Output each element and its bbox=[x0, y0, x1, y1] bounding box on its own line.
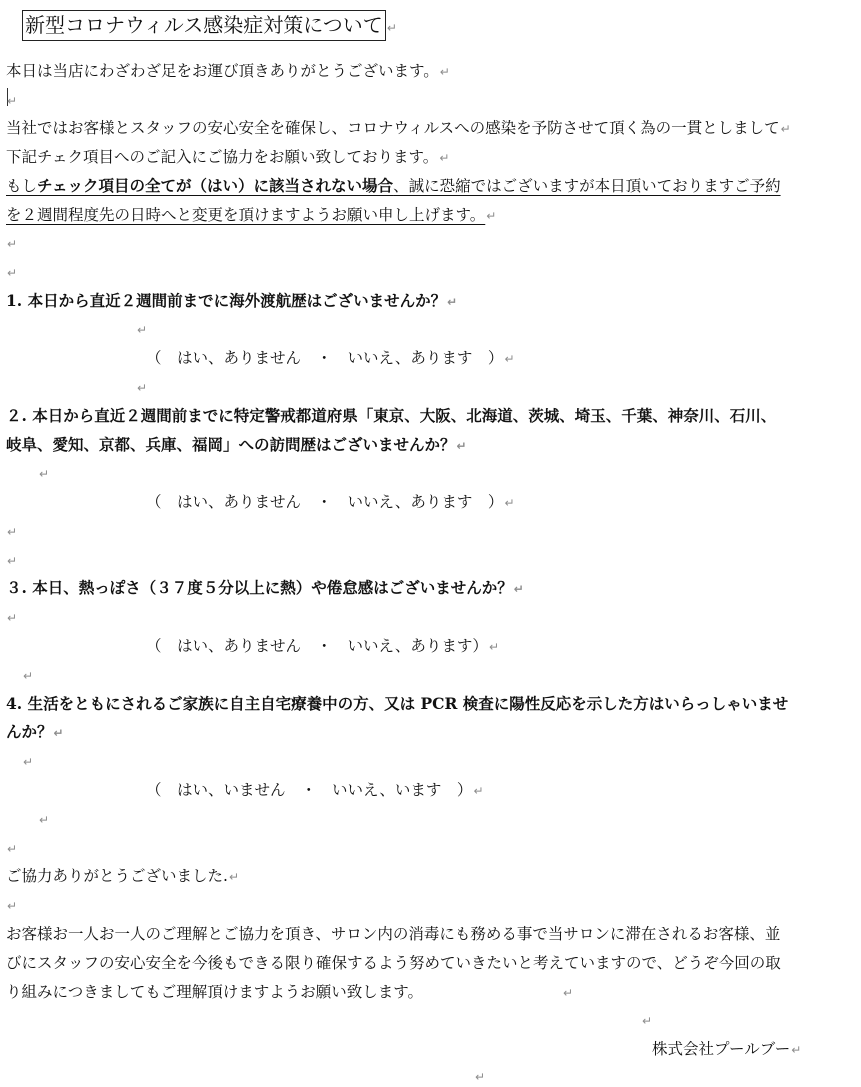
empty-line bbox=[6, 233, 17, 254]
closing-line-3 bbox=[6, 982, 573, 1003]
question-2-line-2 bbox=[6, 435, 467, 456]
title-line bbox=[22, 10, 397, 41]
notice-text-a: もし bbox=[6, 177, 38, 195]
paragraph-mark: ↵ bbox=[473, 784, 484, 798]
greeting-line bbox=[6, 61, 450, 82]
empty-line bbox=[22, 751, 33, 772]
notice-line-1 bbox=[6, 176, 781, 196]
company-line bbox=[652, 1039, 801, 1060]
paragraph-mark: ↵ bbox=[791, 1043, 802, 1057]
paragraph-mark: ↵ bbox=[488, 640, 499, 654]
thanks-text: ご協力ありがとうございました. bbox=[6, 867, 228, 885]
empty-line bbox=[6, 262, 17, 283]
intro-line-2 bbox=[6, 147, 449, 168]
answer-4-options: （ はい、いません ・ いいえ、います ） bbox=[146, 781, 473, 799]
company-name: 株式会社プールブー bbox=[652, 1040, 791, 1058]
paragraph-mark: ↵ bbox=[475, 1070, 486, 1084]
paragraph-mark: ↵ bbox=[513, 582, 524, 596]
paragraph-mark: ↵ bbox=[53, 726, 64, 740]
closing-line-1 bbox=[6, 924, 780, 944]
question-4-line-1 bbox=[6, 694, 788, 714]
paragraph-mark: ↵ bbox=[504, 352, 515, 366]
empty-line bbox=[6, 90, 17, 111]
empty-line bbox=[6, 521, 17, 542]
notice-text-bold: チェック項目の全てが（はい）に該当されない場合 bbox=[37, 176, 394, 195]
paragraph-mark: ↵ bbox=[447, 295, 458, 309]
intro-text-1: 当社ではお客様とスタッフの安心安全を確保し、コロナウィルスへの感染を予防させて頂く為の一貫としまして bbox=[6, 119, 780, 137]
question-4-text-2: んか？ bbox=[6, 722, 53, 741]
paragraph-mark: ↵ bbox=[23, 755, 34, 769]
intro-text-2: 下記チェク項目へのご記入にご協力をお願い致しております。 bbox=[6, 148, 439, 166]
paragraph-mark: ↵ bbox=[7, 266, 18, 280]
question-2-line-1 bbox=[6, 406, 776, 426]
paragraph-mark: ↵ bbox=[7, 611, 18, 625]
paragraph-mark: ↵ bbox=[504, 496, 515, 510]
paragraph-mark: ↵ bbox=[228, 870, 239, 884]
answer-4 bbox=[146, 780, 484, 801]
document-title: 新型コロナウィルス感染症対策について bbox=[22, 10, 386, 41]
answer-2 bbox=[146, 492, 515, 513]
closing-text-2: びにスタッフの安心安全を今後もできる限り確保するよう努めていきたいと考えていますので、どうぞ今回の取 bbox=[6, 954, 781, 972]
paragraph-mark: ↵ bbox=[7, 899, 18, 913]
question-4-text-1: 4. 生活をともにされるご家族に自主自宅療養中の方、又は PCR 検査に陽性反応を示した方はいらっしゃいませ bbox=[6, 694, 789, 713]
closing-text-3: り組みにつきましてもご理解頂けますようお願い致します。 bbox=[6, 983, 423, 1001]
paragraph-mark: ↵ bbox=[39, 813, 50, 827]
paragraph-mark: ↵ bbox=[23, 669, 34, 683]
paragraph-mark: ↵ bbox=[780, 122, 791, 136]
answer-3-options: （ はい、ありません ・ いいえ、あります） bbox=[146, 637, 488, 655]
paragraph-mark: ↵ bbox=[486, 209, 497, 223]
greeting-text: 本日は当店にわざわざ足をお運び頂きありがとうございます。 bbox=[6, 62, 439, 80]
question-2-text-1: ２. 本日から直近２週間前までに特定警戒都道府県「東京、大阪、北海道、茨城、埼玉、千葉、神奈川、石川、 bbox=[6, 406, 777, 425]
paragraph-mark: ↵ bbox=[562, 986, 574, 1000]
paragraph-mark: ↵ bbox=[137, 323, 148, 337]
empty-line bbox=[6, 895, 17, 916]
paragraph-mark: ↵ bbox=[7, 525, 18, 539]
paragraph-mark: ↵ bbox=[39, 467, 50, 481]
empty-line bbox=[6, 607, 17, 628]
paragraph-mark: ↵ bbox=[7, 554, 18, 568]
paragraph-mark: ↵ bbox=[137, 381, 148, 395]
empty-line bbox=[6, 838, 17, 859]
intro-line-1 bbox=[6, 118, 791, 139]
thanks-line bbox=[6, 866, 239, 887]
question-1 bbox=[6, 291, 457, 312]
answer-3 bbox=[146, 636, 499, 657]
closing-text-1: お客様お一人お一人のご理解とご協力を頂き、サロン内の消毒にも務める事で当サロンに滞在されるお客様、並 bbox=[6, 925, 781, 943]
empty-line bbox=[6, 550, 17, 571]
answer-2-options: （ はい、ありません ・ いいえ、あります ） bbox=[146, 493, 504, 511]
notice-line-2 bbox=[6, 205, 496, 226]
question-3 bbox=[6, 578, 524, 599]
question-3-text: ３. 本日、熱っぽさ（３７度５分以上に熱）や倦怠感はございませんか？ bbox=[6, 578, 513, 597]
question-1-text: 1. 本日から直近２週間前までに海外渡航歴はございませんか？ bbox=[6, 291, 447, 310]
empty-line bbox=[136, 319, 147, 340]
notice-text-2: を２週間程度先の日時へと変更を頂けますようお願い申し上げます。 bbox=[6, 206, 486, 224]
paragraph-mark: ↵ bbox=[456, 439, 467, 453]
closing-line-2 bbox=[6, 953, 781, 973]
answer-1-options: （ はい、ありません ・ いいえ、あります ） bbox=[146, 349, 504, 367]
notice-text-c: 、誠に恐縮ではございますが本日頂いておりますご予約 bbox=[393, 177, 781, 195]
answer-1 bbox=[146, 348, 515, 369]
empty-line bbox=[136, 377, 147, 398]
paragraph-mark: ↵ bbox=[7, 94, 18, 108]
paragraph-mark: ↵ bbox=[7, 237, 18, 251]
empty-line bbox=[38, 463, 49, 484]
paragraph-mark: ↵ bbox=[439, 151, 450, 165]
question-4-line-2 bbox=[6, 722, 64, 743]
paragraph-mark: ↵ bbox=[642, 1014, 653, 1028]
paragraph-mark: ↵ bbox=[386, 21, 397, 35]
empty-line bbox=[641, 1010, 652, 1031]
empty-line bbox=[22, 665, 33, 686]
empty-line bbox=[38, 809, 49, 830]
paragraph-mark: ↵ bbox=[439, 65, 450, 79]
question-2-text-2: 岐阜、愛知、京都、兵庫、福岡」への訪問歴はございませんか？ bbox=[6, 435, 456, 454]
paragraph-mark: ↵ bbox=[7, 842, 18, 856]
